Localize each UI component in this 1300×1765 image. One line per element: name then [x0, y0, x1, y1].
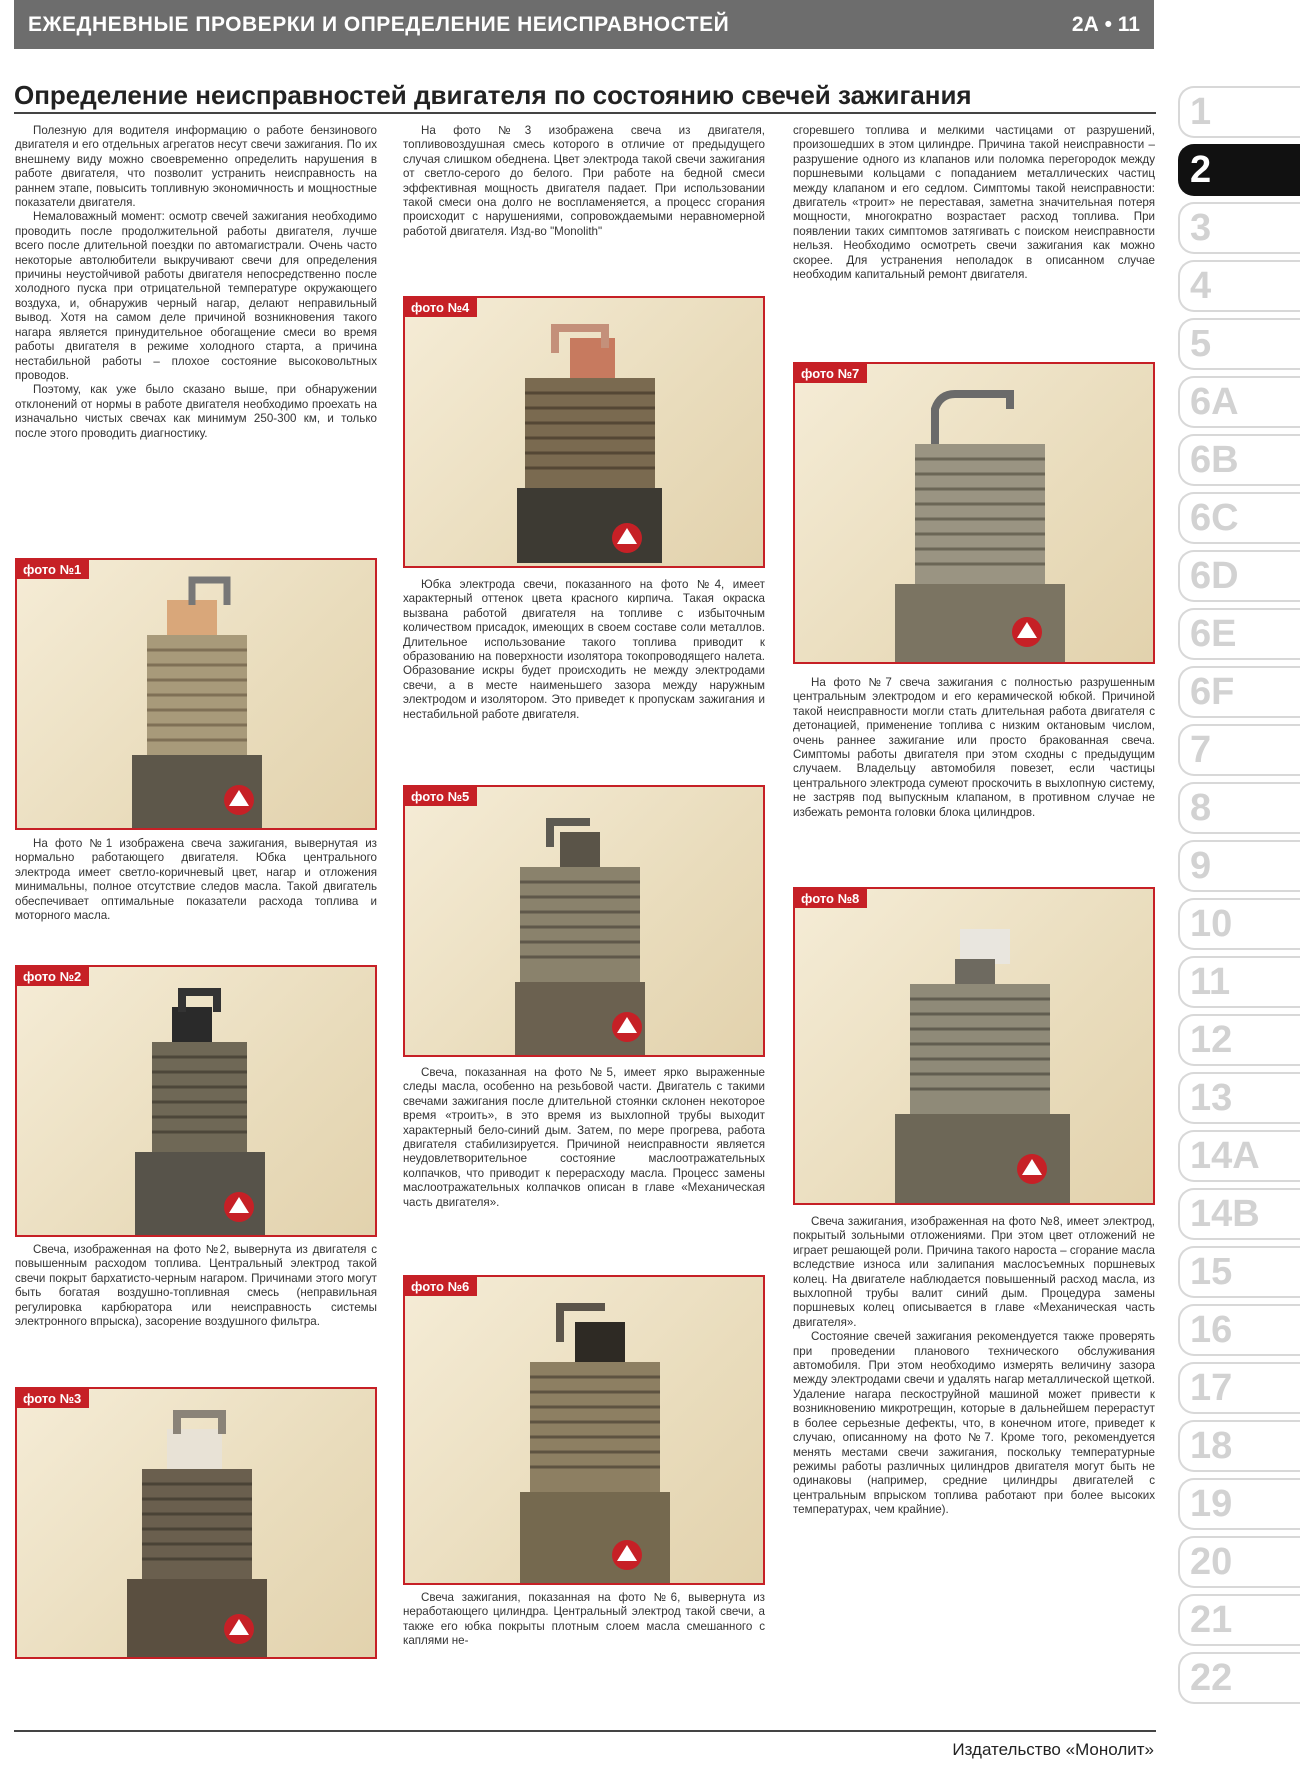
photo-2: [15, 965, 377, 1237]
caption-paragraph: На фото №3 изображена свеча из двигателя, топливовоздушная смесь которого в отличие от предыдущего случая слишком обеднена. Цвет электрода такой свечи зажигания от светло-серого до белого. При работе на бедной смеси эффективная мощность двигателя падает. При использовании такой смеси она долго не воспламеняется, а процесс сгорания происходит с нарушениями, сопровождаемыми неравномерной работой двигателя. Изд-во "Monolith": [403, 124, 765, 238]
chapter-tab-18[interactable]: 18: [1178, 1420, 1300, 1472]
chapter-tab-20[interactable]: 20: [1178, 1536, 1300, 1588]
photo-8: [793, 887, 1155, 1205]
chapter-tab-9[interactable]: 9: [1178, 840, 1300, 892]
photo-7: [793, 362, 1155, 664]
caption-paragraph: Юбка электрода свечи, показанного на фото №4, имеет характерный оттенок цвета красного кирпича. Такая окраска вызвана работой двигателя на топливе с избыточным количеством присадок, имеющих в своем составе соли металлов. Длительное использование такого топлива приводит к образованию на поверхности изолятора токопроводящего налета. Образование искры будет происходить не между электродами свечи, а в месте наименьшего зазора между наружным электродом и изолятором. Это приведет к пропускам зажигания и нестабильной работе двигателя.: [403, 578, 765, 721]
intro-paragraph: Полезную для водителя информацию о работе бензинового двигателя и его отдельных агрегатов несут свечи зажигания. По их внешнему виду можно своевременно определить нарушения в работе двигателя, что позволит устранить неисправность на раннем этапе, повысить топливную экономичность и мощностные показатели двигателя.: [15, 124, 377, 210]
title-divider: [14, 112, 1156, 114]
header-title: ЕЖЕДНЕВНЫЕ ПРОВЕРКИ И ОПРЕДЕЛЕНИЕ НЕИСПРАВНОСТЕЙ: [28, 12, 730, 36]
chapter-tab-4[interactable]: 4: [1178, 260, 1300, 312]
chapter-tab-16[interactable]: 16: [1178, 1304, 1300, 1356]
photo-5-caption: [403, 1066, 765, 1210]
photo-label: фото №3: [17, 1389, 89, 1408]
caption-paragraph: Свеча зажигания, изображенная на фото №8, имеет электрод, покрытый зольными отложениями. При этом цвет отложений не играет решающей роли. Причина такого нароста – сгорание масла вследствие износа или залипания маслосъемных поршневых колец. На двигателе наблюдается повышенный расход масла, из выхлопной трубы валит синий дым. Процедура замены поршневых колец описывается в главе «Механическая часть двигателя».: [793, 1215, 1155, 1329]
chapter-tab-5[interactable]: 5: [1178, 318, 1300, 370]
chapter-tab-6a[interactable]: 6A: [1178, 376, 1300, 428]
caption-paragraph: На фото №1 изображена свеча зажигания, вывернутая из нормально работающего двигателя. Юбка центрального электрода имеет светло-коричневый цвет, нагар и отложения минимальны, полное отсутствие следов масла. Такой двигатель обеспечивает оптимальные показатели расхода топлива и моторного масла.: [15, 837, 377, 923]
header-page-number: 2А • 11: [1071, 12, 1140, 36]
spark-plug-image: [17, 967, 377, 1237]
caption-paragraph: На фото №7 свеча зажигания с полностью разрушенным центральным электродом и его керамической юбкой. Причиной такой неисправности могли стать длительная работа двигателя с детонацией, применение топлива с низким октановым числом, очень раннее зажигание или просто бракованная свеча. Симптомы работы двигателя при этом сходны с предыдущим случаем. Владельцу автомобиля повезет, если частицы центрального электрода сумеют проскочить в выхлопную систему, не застряв под выпускным клапаном, в противном случае не избежать ремонта головки блока цилиндров.: [793, 676, 1155, 819]
spark-plug-image: [17, 1389, 377, 1659]
chapter-tab-6e[interactable]: 6E: [1178, 608, 1300, 660]
chapter-tab-8[interactable]: 8: [1178, 782, 1300, 834]
spark-plug-image: [405, 1277, 765, 1585]
chapter-tab-1[interactable]: 1: [1178, 86, 1300, 138]
chapter-tab-6b[interactable]: 6B: [1178, 434, 1300, 486]
chapter-tab-3[interactable]: 3: [1178, 202, 1300, 254]
chapter-tab-10[interactable]: 10: [1178, 898, 1300, 950]
chapter-tab-14a[interactable]: 14A: [1178, 1130, 1300, 1182]
chapter-tabs: [1178, 86, 1300, 1710]
caption-paragraph: Свеча зажигания, показанная на фото №6, вывернута из неработающего цилиндра. Центральный электрод такой свечи, а также его юбка покрыты плотным слоем масла смешанного с каплями не-: [403, 1591, 765, 1648]
caption-paragraph: Свеча, показанная на фото №5, имеет ярко выраженные следы масла, особенно на резьбовой части. Двигатель с такими свечами зажигания после длительной стоянки склонен некоторое время «троить», в это время из выхлопной трубы выходит характерный бело-синий дым. Затем, по мере прогрева, работа двигателя стабилизируется. Причиной неисправности является неудовлетворительное состояние маслоотражательных колпачков, что приводит к перерасходу масла. Процесс замены маслоотражательных колпачков описан в главе «Механическая часть двигателя».: [403, 1066, 765, 1209]
photo-6-caption-continued: [793, 124, 1155, 282]
photo-2-caption: [15, 1243, 377, 1329]
chapter-tab-21[interactable]: 21: [1178, 1594, 1300, 1646]
chapter-tab-6f[interactable]: 6F: [1178, 666, 1300, 718]
photo-7-caption: [793, 676, 1155, 820]
footer-publisher: Издательство «Монолит»: [952, 1740, 1154, 1759]
chapter-tab-7[interactable]: 7: [1178, 724, 1300, 776]
photo-label: фото №2: [17, 967, 89, 986]
caption-paragraph: Свеча, изображенная на фото №2, вывернута из двигателя с повышенным расходом топлива. Центральный электрод такой свечи покрыт бархатисто-черным нагаром. Причинами этого могут быть богатая воздушно-топливная смесь (неправильная регулировка карбюратора или неисправность системы электронного впрыска), засорение воздушного фильтра.: [15, 1243, 377, 1329]
photo-label: фото №6: [405, 1277, 477, 1296]
photo-1: [15, 558, 377, 830]
photo-label: фото №5: [405, 787, 477, 806]
intro-paragraph: Поэтому, как уже было сказано выше, при обнаружении отклонений от нормы в работе двигателя необходимо проехать на изначально чистых свечах как минимум 250-300 км, и только после этого проводить диагностику.: [15, 383, 377, 440]
chapter-tab-6d[interactable]: 6D: [1178, 550, 1300, 602]
chapter-tab-19[interactable]: 19: [1178, 1478, 1300, 1530]
intro-paragraph: Немаловажный момент: осмотр свечей зажигания необходимо проводить после продолжительной работы двигателя, лучше всего после длительной поездки по автомагистрали. Очень часто некоторые автолюбители выкручивают свечи для определения причины неустойчивой работы двигателя непосредственно после холодного пуска при отрицательной температуре окружающего воздуха, и, обнаружив черный нагар, делают неправильный вывод. Хотя на самом деле причиной возникновения такого нагара является принудительное обогащение смеси во время работы двигателя в режиме холодного старта, а причина нестабильной работы – плохое состояние высоковольтных проводов.: [15, 210, 377, 382]
photo-label: фото №7: [795, 364, 867, 383]
spark-plug-image: [17, 560, 377, 830]
photo-6: [403, 1275, 765, 1585]
photo-6-caption: [403, 1591, 765, 1649]
photo-label: фото №8: [795, 889, 867, 908]
chapter-tab-17[interactable]: 17: [1178, 1362, 1300, 1414]
footer-divider: [14, 1730, 1156, 1732]
chapter-tab-15[interactable]: 15: [1178, 1246, 1300, 1298]
photo-5: [403, 785, 765, 1057]
caption-paragraph: сгоревшего топлива и мелкими частицами от разрушений, произошедших в этом цилиндре. Причина такой неисправности – разрушение одного из клапанов или поломка перегородок между поршневыми кольцами с попаданием металлических частиц между клапаном и его седлом. Симптомы такой неисправности: двигатель «троит» не переставая, заметна значительная потеря мощности, многократно возрастает расход топлива. При появлении таких симптомов затягивать с поиском неисправности нельзя. Необходимо осмотреть свечи зажигания как можно скорее. Для устранения неполадок в описанном случае необходим капитальный ремонт двигателя.: [793, 124, 1155, 282]
chapter-tab-14b[interactable]: 14B: [1178, 1188, 1300, 1240]
photo-label: фото №4: [405, 298, 477, 317]
chapter-tab-22[interactable]: 22: [1178, 1652, 1300, 1704]
photo-3-caption: [403, 124, 765, 239]
header-bar: [14, 0, 1154, 49]
spark-plug-image: [405, 787, 765, 1057]
chapter-tab-12[interactable]: 12: [1178, 1014, 1300, 1066]
photo-4-caption: [403, 578, 765, 722]
chapter-tab-2[interactable]: 2: [1178, 144, 1300, 196]
spark-plug-image: [795, 889, 1155, 1205]
chapter-tab-6c[interactable]: 6C: [1178, 492, 1300, 544]
chapter-tab-13[interactable]: 13: [1178, 1072, 1300, 1124]
caption-paragraph: Состояние свечей зажигания рекомендуется также проверять при проведении планового технического обслуживания автомобиля. При этом необходимо измерять величину зазора между электродами свечи и удалять нагар металлической щеткой. Удаление нагара пескоструйной машиной может привести к возникновению микротрещин, которые в дальнейшем перерастут в более серьезные дефекты, что, в конечном итоге, приведет к случаю, описанному на фото №7. Кроме того, рекомендуется менять местами свечи зажигания, поскольку температурные режимы работы различных цилиндров двигателя могут быть не одинаковы (например, средние цилиндры двигателей с центральным впрыском топлива работают при более высоких температурах, чем крайние).: [793, 1330, 1155, 1517]
photo-3: [15, 1387, 377, 1659]
chapter-tab-11[interactable]: 11: [1178, 956, 1300, 1008]
photo-8-caption: [793, 1215, 1155, 1518]
photo-4: [403, 296, 765, 568]
intro-text: [15, 124, 377, 441]
photo-1-caption: [15, 837, 377, 923]
photo-label: фото №1: [17, 560, 89, 579]
page-title: Определение неисправностей двигателя по состоянию свечей зажигания: [14, 80, 972, 110]
spark-plug-image: [795, 364, 1155, 664]
spark-plug-image: [405, 298, 765, 568]
